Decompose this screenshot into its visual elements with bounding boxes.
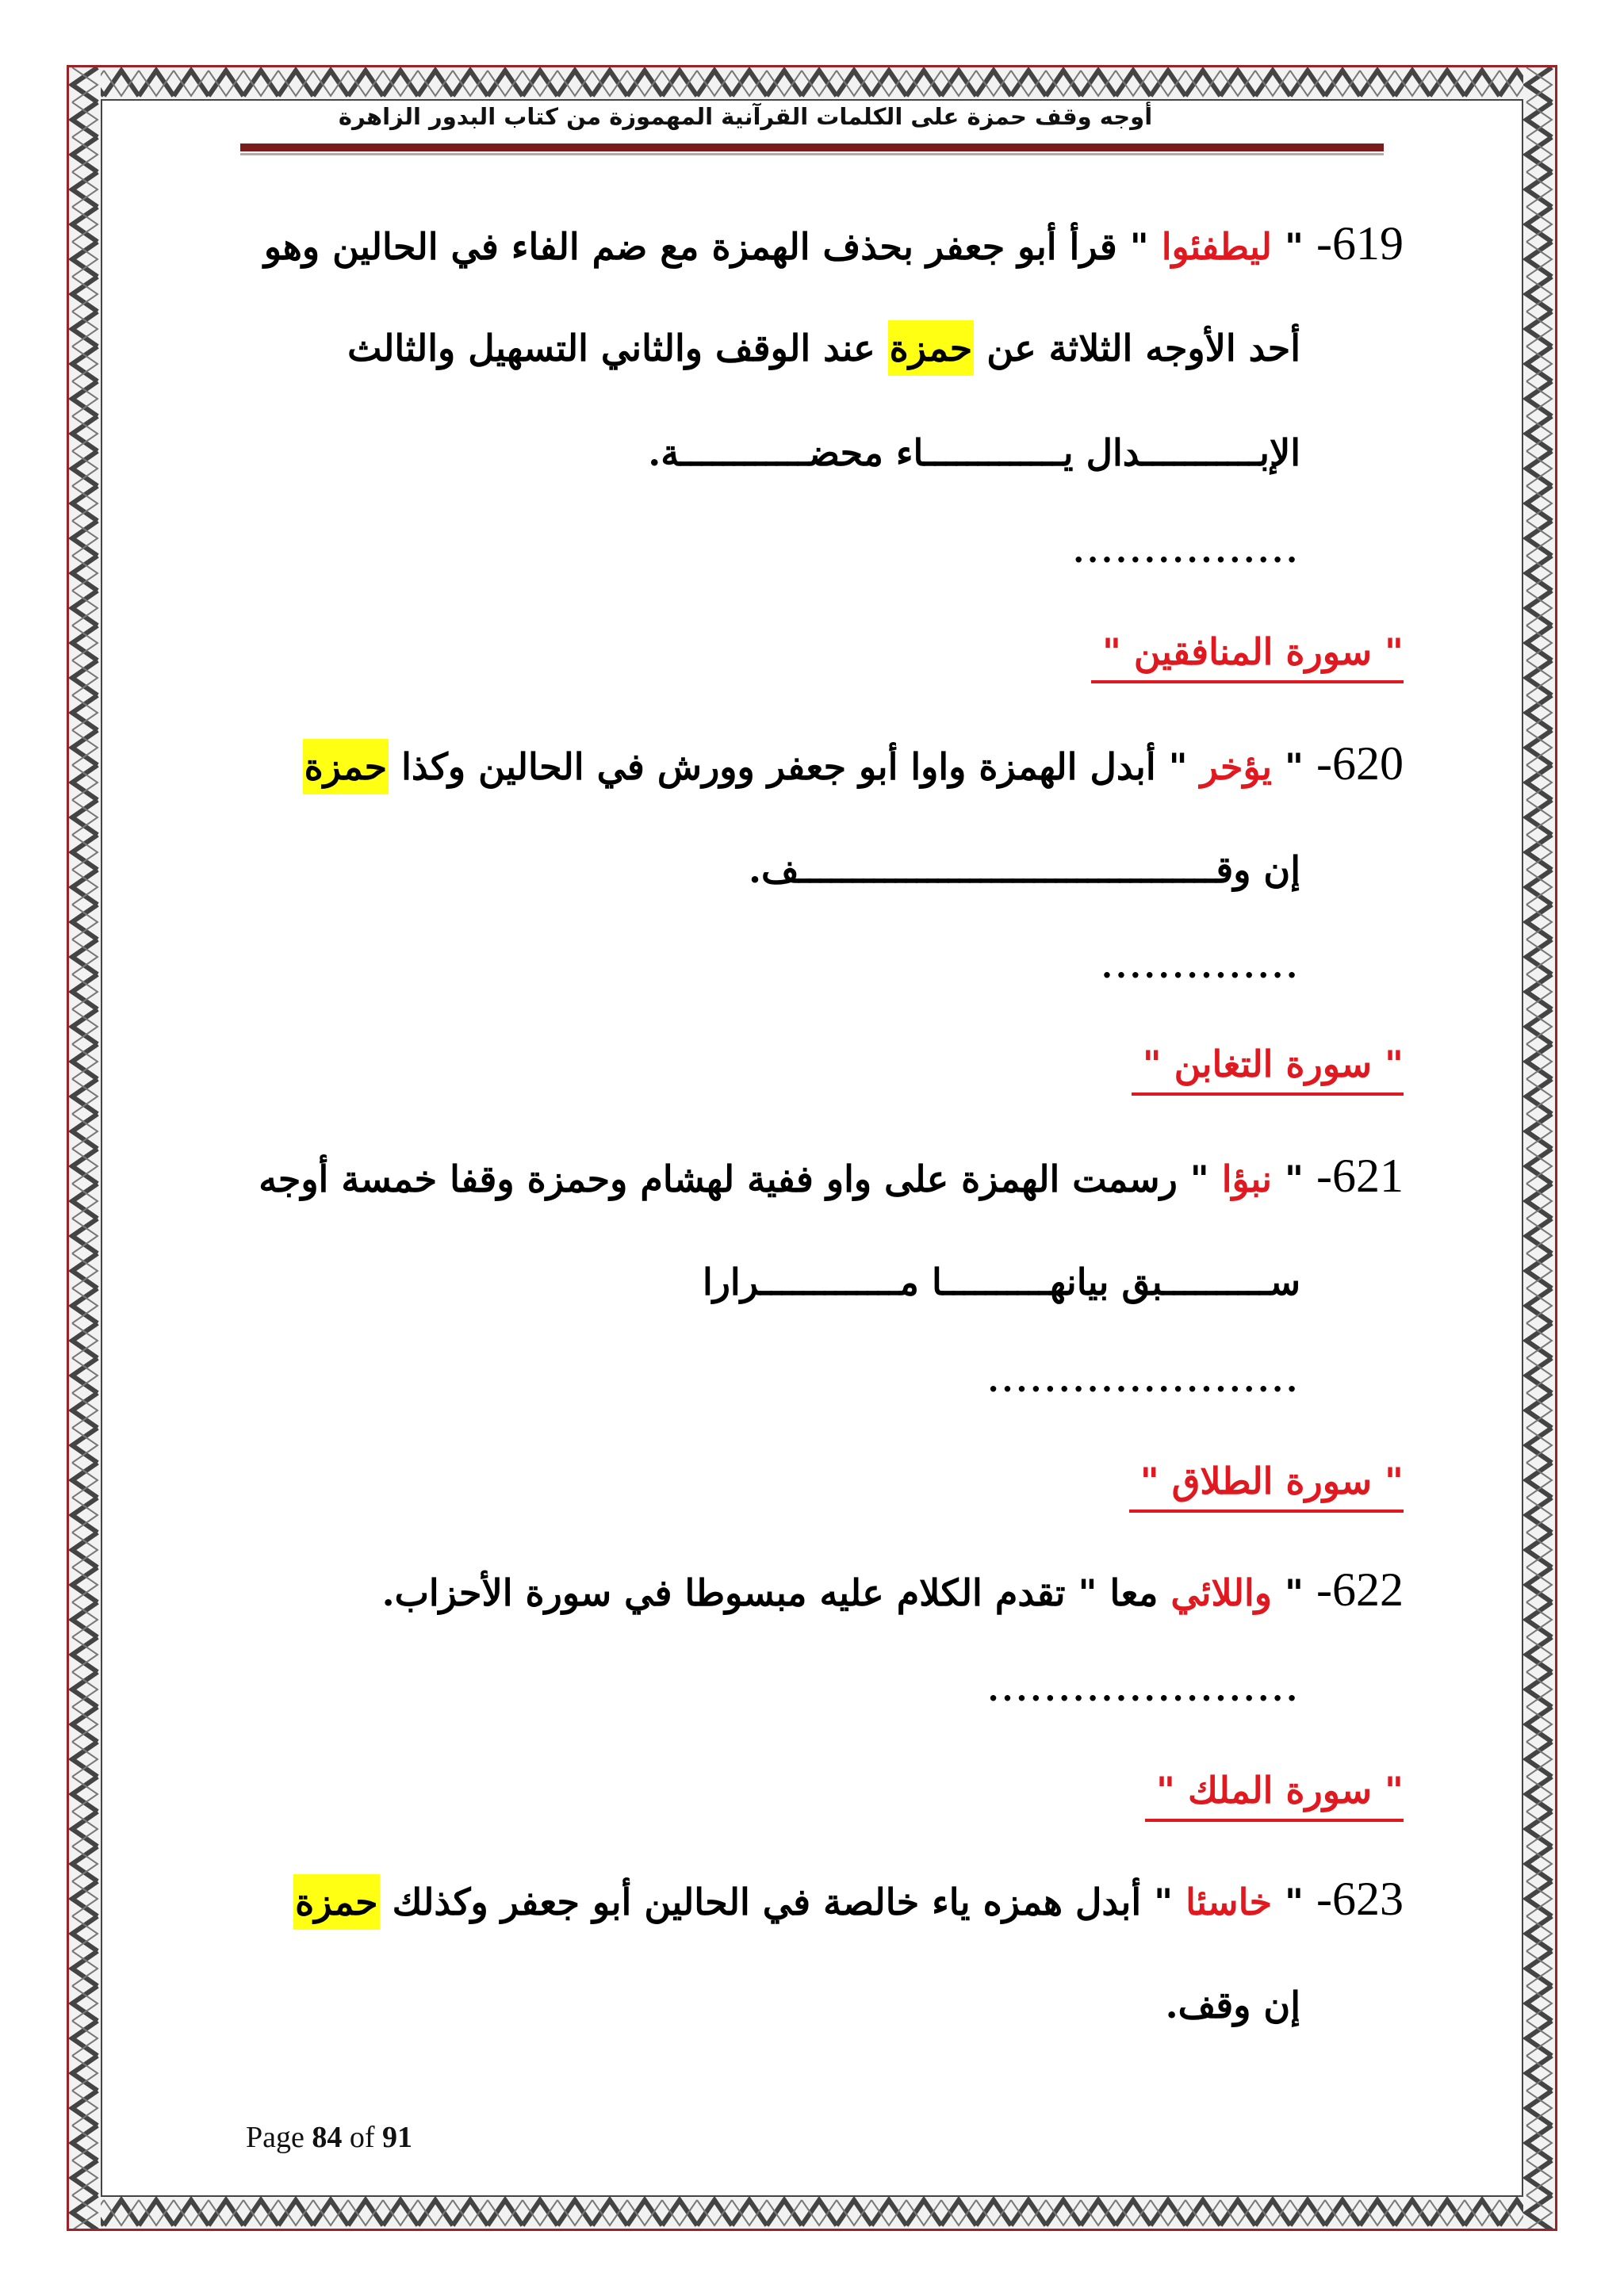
entry-622-line-1: 622- " واللائي معا " تقدم الكلام عليه مبسوطا في سورة الأحزاب. xyxy=(381,1563,1404,1616)
quranic-word: نبؤا xyxy=(1221,1158,1273,1200)
header-rule-shadow xyxy=(240,153,1384,155)
entry-623-line-2: إن وقف. xyxy=(1165,1984,1300,2026)
border-pattern-right xyxy=(1523,67,1555,2229)
highlighted-word: حمزة xyxy=(293,1874,380,1930)
header-rule xyxy=(240,144,1384,151)
highlighted-word: حمزة xyxy=(303,739,389,794)
page-label: Page xyxy=(246,2121,304,2154)
entry-number: 620- xyxy=(1316,737,1404,790)
separator-dots: ...................... xyxy=(987,1362,1300,1399)
entry-621-line-2: ســــــــــبق بيانهــــــــــا مـــــــــــــرارا xyxy=(702,1261,1300,1303)
page-footer xyxy=(246,2120,412,2155)
quranic-word: يؤخر xyxy=(1200,745,1273,788)
quranic-word: ليطفئوا xyxy=(1161,225,1273,268)
entry-623-line-1: 623- " خاسئا " أبدل همزه ياء خالصة في الحالين أبو جعفر وكذلك حمزة xyxy=(293,1871,1404,1930)
border-pattern-bottom xyxy=(69,2197,1555,2229)
separator-dots: ...................... xyxy=(987,1671,1300,1709)
border-pattern-top xyxy=(69,67,1555,99)
entry-619-line-2: أحد الأوجه الثلاثة عن حمزة عند الوقف والثاني التسهيل والثالث xyxy=(347,320,1300,376)
entry-number: 622- xyxy=(1316,1563,1404,1616)
entry-619-line-3: الإبـــــــــــدال يـــــــــــــاء محضــــــــــــة. xyxy=(648,431,1300,474)
entry-620-line-1: 620- " يؤخر " أبدل الهمزة واوا أبو جعفر وورش في الحالين وكذا حمزة xyxy=(303,736,1404,794)
entry-621-line-1: 621- " نبؤا " رسمت الهمزة على واو ففية لهشام وحمزة وقفا خمسة أوجه xyxy=(259,1150,1404,1202)
entry-620-line-2: إن وقـــــــــــــــــــــــــــــــــــــــف. xyxy=(749,848,1300,891)
separator-dots: ................ xyxy=(1073,533,1300,570)
surah-heading: " سورة الملك " xyxy=(1145,1765,1404,1822)
page-number: 84 xyxy=(312,2121,343,2154)
surah-heading: " سورة الطلاق " xyxy=(1129,1456,1404,1513)
surah-heading: " سورة التغابن " xyxy=(1132,1039,1404,1096)
of-label: of xyxy=(349,2121,375,2154)
quranic-word: خاسئا xyxy=(1185,1881,1273,1923)
separator-dots: .............. xyxy=(1101,948,1300,985)
border-pattern-left xyxy=(69,67,101,2229)
header-title: أوجه وقف حمزة على الكلمات القرآنية المهموزة من كتاب البدور الزاهرة xyxy=(338,103,1153,130)
entry-number: 621- xyxy=(1316,1150,1404,1202)
highlighted-word: حمزة xyxy=(888,320,975,376)
page-total: 91 xyxy=(382,2121,413,2154)
surah-heading: " سورة المنافقين " xyxy=(1091,626,1404,683)
entry-number: 619- xyxy=(1316,217,1404,270)
quranic-word: واللائي xyxy=(1170,1571,1273,1614)
entry-number: 623- xyxy=(1316,1873,1404,1925)
entry-619-line-1: 619- " ليطفئوا " قرأ أبو جعفر بحذف الهمزة مع ضم الفاء في الحالين وهو xyxy=(263,217,1404,270)
